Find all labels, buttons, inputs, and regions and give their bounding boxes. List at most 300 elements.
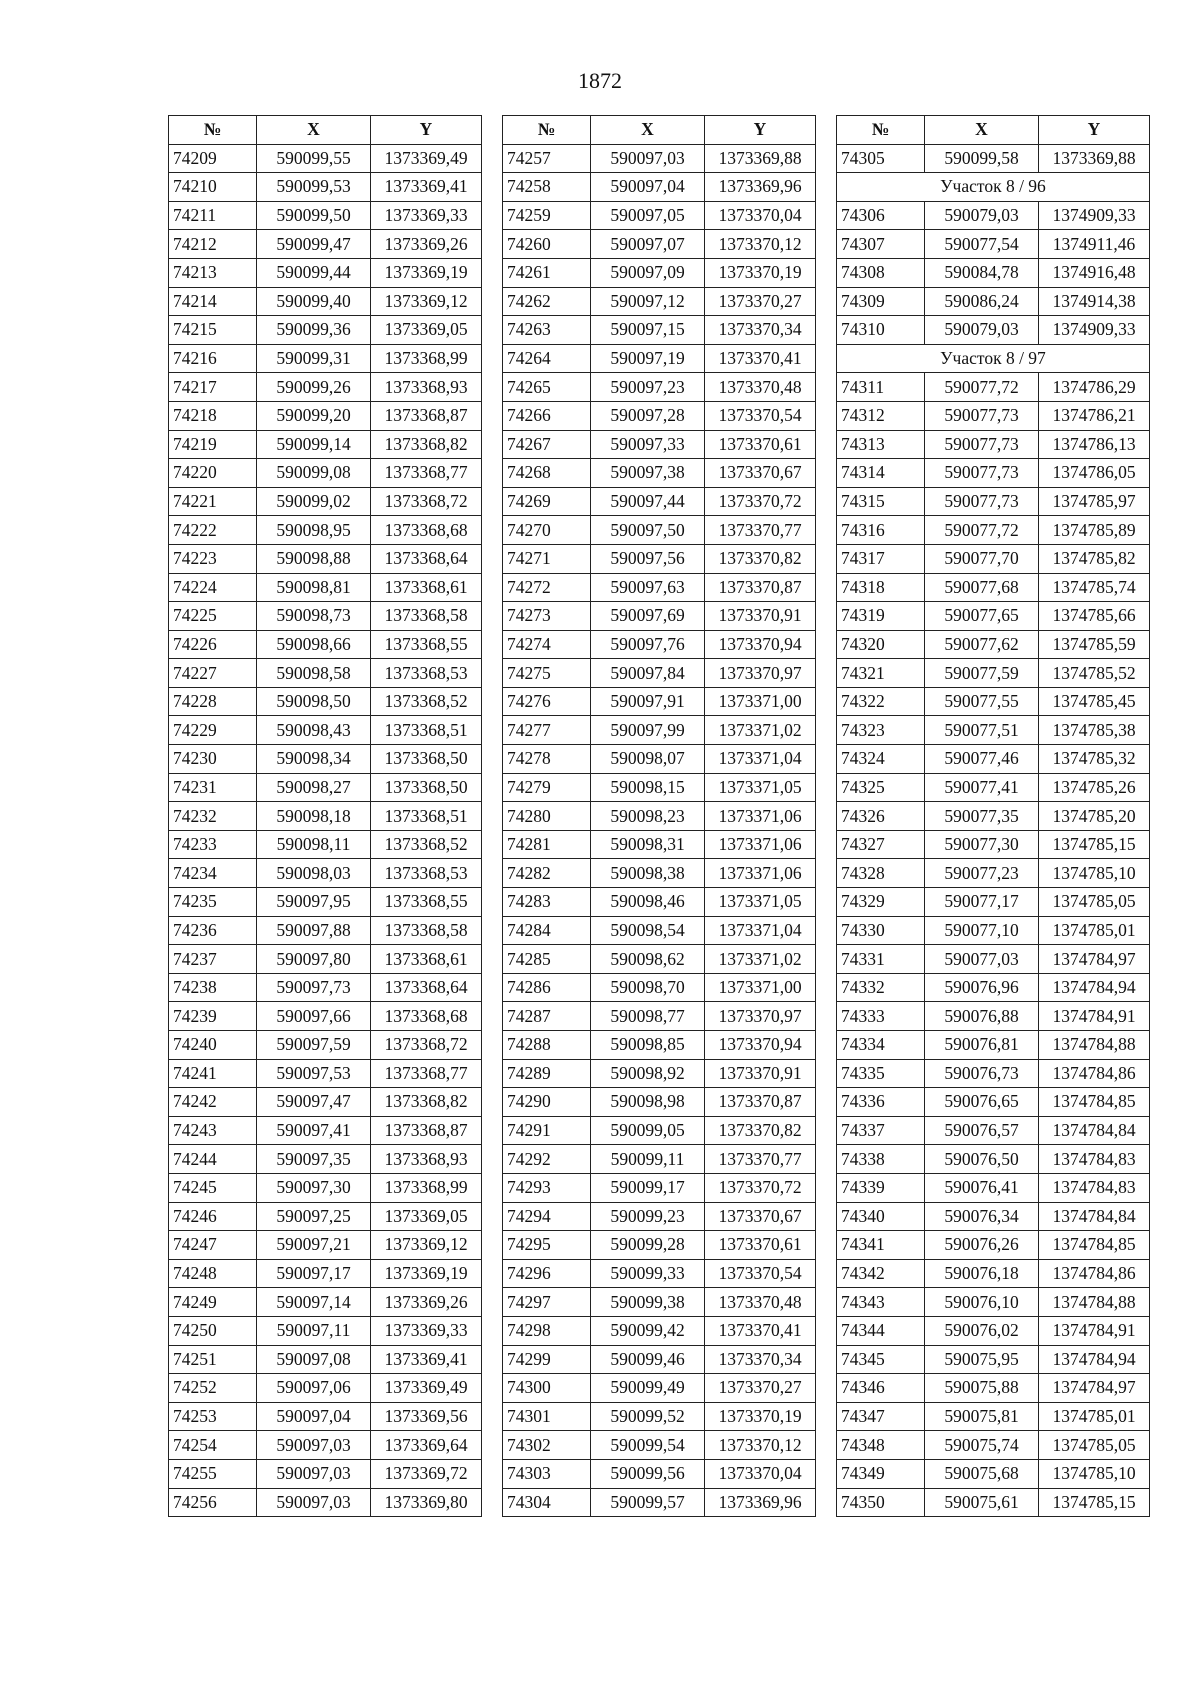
- x-coordinate: 590099,20: [257, 401, 371, 430]
- table-row: [837, 1402, 1150, 1431]
- x-coordinate: 590098,34: [257, 745, 371, 774]
- y-coordinate: 1373370,12: [705, 1431, 816, 1460]
- table-row: [169, 1231, 482, 1260]
- y-coordinate: 1373370,91: [705, 602, 816, 631]
- x-coordinate: 590099,42: [591, 1316, 705, 1345]
- point-number: 74282: [503, 859, 591, 888]
- x-coordinate: 590097,69: [591, 602, 705, 631]
- point-number: 74321: [837, 659, 925, 688]
- header-number: №: [503, 116, 591, 145]
- table-row: [503, 516, 816, 545]
- x-coordinate: 590077,73: [925, 430, 1039, 459]
- point-number: 74257: [503, 144, 591, 173]
- x-coordinate: 590098,07: [591, 745, 705, 774]
- point-number: 74217: [169, 373, 257, 402]
- point-number: 74294: [503, 1202, 591, 1231]
- x-coordinate: 590098,95: [257, 516, 371, 545]
- point-number: 74248: [169, 1259, 257, 1288]
- x-coordinate: 590076,96: [925, 973, 1039, 1002]
- point-number: 74216: [169, 344, 257, 373]
- point-number: 74286: [503, 973, 591, 1002]
- y-coordinate: 1373368,58: [371, 916, 482, 945]
- table-row: [837, 859, 1150, 888]
- x-coordinate: 590077,41: [925, 773, 1039, 802]
- x-coordinate: 590099,49: [591, 1374, 705, 1403]
- point-number: 74232: [169, 802, 257, 831]
- point-number: 74270: [503, 516, 591, 545]
- table-row: [169, 1088, 482, 1117]
- y-coordinate: 1374786,13: [1039, 430, 1150, 459]
- table-row: [169, 1345, 482, 1374]
- y-coordinate: 1373370,91: [705, 1059, 816, 1088]
- point-number: 74242: [169, 1088, 257, 1117]
- table-row: [837, 258, 1150, 287]
- y-coordinate: 1373369,05: [371, 316, 482, 345]
- y-coordinate: 1373369,05: [371, 1202, 482, 1231]
- x-coordinate: 590079,03: [925, 201, 1039, 230]
- y-coordinate: 1373370,34: [705, 1345, 816, 1374]
- point-number: 74348: [837, 1431, 925, 1460]
- point-number: 74240: [169, 1031, 257, 1060]
- y-coordinate: 1374785,20: [1039, 802, 1150, 831]
- point-number: 74296: [503, 1259, 591, 1288]
- x-coordinate: 590077,73: [925, 459, 1039, 488]
- y-coordinate: 1373369,19: [371, 1259, 482, 1288]
- x-coordinate: 590097,66: [257, 1002, 371, 1031]
- point-number: 74304: [503, 1488, 591, 1517]
- y-coordinate: 1374784,88: [1039, 1031, 1150, 1060]
- point-number: 74231: [169, 773, 257, 802]
- y-coordinate: 1373368,77: [371, 1059, 482, 1088]
- x-coordinate: 590099,31: [257, 344, 371, 373]
- table-row: [503, 401, 816, 430]
- x-coordinate: 590098,66: [257, 630, 371, 659]
- x-coordinate: 590099,54: [591, 1431, 705, 1460]
- table-row: [169, 630, 482, 659]
- section-row: [837, 344, 1150, 373]
- y-coordinate: 1373370,34: [705, 316, 816, 345]
- x-coordinate: 590097,35: [257, 1145, 371, 1174]
- x-coordinate: 590076,18: [925, 1259, 1039, 1288]
- x-coordinate: 590084,78: [925, 258, 1039, 287]
- point-number: 74343: [837, 1288, 925, 1317]
- header-row: [169, 116, 482, 145]
- point-number: 74311: [837, 373, 925, 402]
- table-row: [837, 573, 1150, 602]
- section-label: Участок 8 / 97: [837, 344, 1150, 373]
- x-coordinate: 590099,55: [257, 144, 371, 173]
- table-row: [169, 1488, 482, 1517]
- y-coordinate: 1373369,12: [371, 287, 482, 316]
- y-coordinate: 1373368,53: [371, 659, 482, 688]
- point-number: 74213: [169, 258, 257, 287]
- x-coordinate: 590097,95: [257, 888, 371, 917]
- table-row: [837, 1288, 1150, 1317]
- x-coordinate: 590075,81: [925, 1402, 1039, 1431]
- x-coordinate: 590097,38: [591, 459, 705, 488]
- y-coordinate: 1373368,93: [371, 373, 482, 402]
- table-row: [169, 487, 482, 516]
- x-coordinate: 590077,10: [925, 916, 1039, 945]
- x-coordinate: 590097,03: [257, 1459, 371, 1488]
- x-coordinate: 590076,73: [925, 1059, 1039, 1088]
- point-number: 74250: [169, 1316, 257, 1345]
- x-coordinate: 590099,08: [257, 459, 371, 488]
- point-number: 74322: [837, 687, 925, 716]
- table-row: [169, 973, 482, 1002]
- table-row: [169, 1002, 482, 1031]
- point-number: 74345: [837, 1345, 925, 1374]
- point-number: 74338: [837, 1145, 925, 1174]
- table-row: [503, 1374, 816, 1403]
- table-row: [169, 1145, 482, 1174]
- x-coordinate: 590098,15: [591, 773, 705, 802]
- point-number: 74283: [503, 888, 591, 917]
- point-number: 74300: [503, 1374, 591, 1403]
- y-coordinate: 1373368,87: [371, 401, 482, 430]
- table-row: [503, 344, 816, 373]
- point-number: 74349: [837, 1459, 925, 1488]
- y-coordinate: 1373370,72: [705, 1173, 816, 1202]
- y-coordinate: 1373369,33: [371, 1316, 482, 1345]
- table-row: [503, 1145, 816, 1174]
- point-number: 74211: [169, 201, 257, 230]
- point-number: 74292: [503, 1145, 591, 1174]
- table-row: [503, 373, 816, 402]
- y-coordinate: 1373370,19: [705, 1402, 816, 1431]
- y-coordinate: 1373369,56: [371, 1402, 482, 1431]
- x-coordinate: 590077,54: [925, 230, 1039, 259]
- x-coordinate: 590098,54: [591, 916, 705, 945]
- x-coordinate: 590097,14: [257, 1288, 371, 1317]
- x-coordinate: 590097,04: [591, 173, 705, 202]
- x-coordinate: 590097,76: [591, 630, 705, 659]
- table-row: [837, 1059, 1150, 1088]
- x-coordinate: 590099,56: [591, 1459, 705, 1488]
- y-coordinate: 1373368,55: [371, 888, 482, 917]
- y-coordinate: 1374785,15: [1039, 830, 1150, 859]
- point-number: 74267: [503, 430, 591, 459]
- x-coordinate: 590077,03: [925, 945, 1039, 974]
- y-coordinate: 1374785,32: [1039, 745, 1150, 774]
- table-row: [503, 230, 816, 259]
- y-coordinate: 1373370,41: [705, 1316, 816, 1345]
- point-number: 74251: [169, 1345, 257, 1374]
- x-coordinate: 590098,43: [257, 716, 371, 745]
- y-coordinate: 1373368,77: [371, 459, 482, 488]
- y-coordinate: 1373371,04: [705, 745, 816, 774]
- table-row: [169, 802, 482, 831]
- table-row: [503, 916, 816, 945]
- y-coordinate: 1373369,19: [371, 258, 482, 287]
- table-row: [837, 201, 1150, 230]
- point-number: 74279: [503, 773, 591, 802]
- point-number: 74261: [503, 258, 591, 287]
- point-number: 74336: [837, 1088, 925, 1117]
- y-coordinate: 1374909,33: [1039, 201, 1150, 230]
- y-coordinate: 1373371,06: [705, 859, 816, 888]
- table-row: [837, 1202, 1150, 1231]
- y-coordinate: 1373368,50: [371, 745, 482, 774]
- y-coordinate: 1373368,82: [371, 1088, 482, 1117]
- x-coordinate: 590098,98: [591, 1088, 705, 1117]
- table-row: [503, 602, 816, 631]
- point-number: 74214: [169, 287, 257, 316]
- x-coordinate: 590076,65: [925, 1088, 1039, 1117]
- x-coordinate: 590076,88: [925, 1002, 1039, 1031]
- x-coordinate: 590076,02: [925, 1316, 1039, 1345]
- point-number: 74272: [503, 573, 591, 602]
- point-number: 74235: [169, 888, 257, 917]
- coordinates-table-3: [836, 115, 1150, 1517]
- y-coordinate: 1373369,64: [371, 1431, 482, 1460]
- table-row: [837, 1345, 1150, 1374]
- point-number: 74209: [169, 144, 257, 173]
- y-coordinate: 1374785,05: [1039, 1431, 1150, 1460]
- y-coordinate: 1373368,68: [371, 1002, 482, 1031]
- table-row: [837, 973, 1150, 1002]
- y-coordinate: 1373369,26: [371, 1288, 482, 1317]
- table-row: [503, 888, 816, 917]
- x-coordinate: 590097,44: [591, 487, 705, 516]
- x-coordinate: 590077,35: [925, 802, 1039, 831]
- x-coordinate: 590098,23: [591, 802, 705, 831]
- y-coordinate: 1374785,89: [1039, 516, 1150, 545]
- table-row: [503, 316, 816, 345]
- x-coordinate: 590097,63: [591, 573, 705, 602]
- x-coordinate: 590076,41: [925, 1173, 1039, 1202]
- y-coordinate: 1373370,54: [705, 401, 816, 430]
- point-number: 74245: [169, 1173, 257, 1202]
- x-coordinate: 590097,15: [591, 316, 705, 345]
- table-row: [169, 1288, 482, 1317]
- x-coordinate: 590097,99: [591, 716, 705, 745]
- x-coordinate: 590097,41: [257, 1116, 371, 1145]
- point-number: 74308: [837, 258, 925, 287]
- table-row: [503, 1116, 816, 1145]
- point-number: 74346: [837, 1374, 925, 1403]
- x-coordinate: 590098,11: [257, 830, 371, 859]
- y-coordinate: 1373371,02: [705, 945, 816, 974]
- table-row: [837, 659, 1150, 688]
- point-number: 74264: [503, 344, 591, 373]
- table-row: [837, 1488, 1150, 1517]
- y-coordinate: 1374784,85: [1039, 1088, 1150, 1117]
- table-row: [503, 173, 816, 202]
- point-number: 74301: [503, 1402, 591, 1431]
- y-coordinate: 1373370,04: [705, 1459, 816, 1488]
- table-row: [503, 830, 816, 859]
- y-coordinate: 1373370,94: [705, 1031, 816, 1060]
- y-coordinate: 1373369,41: [371, 1345, 482, 1374]
- y-coordinate: 1374785,01: [1039, 916, 1150, 945]
- y-coordinate: 1373368,55: [371, 630, 482, 659]
- point-number: 74275: [503, 659, 591, 688]
- point-number: 74315: [837, 487, 925, 516]
- y-coordinate: 1373368,51: [371, 716, 482, 745]
- y-coordinate: 1374911,46: [1039, 230, 1150, 259]
- table-row: [169, 945, 482, 974]
- point-number: 74324: [837, 745, 925, 774]
- point-number: 74335: [837, 1059, 925, 1088]
- point-number: 74280: [503, 802, 591, 831]
- x-coordinate: 590075,95: [925, 1345, 1039, 1374]
- point-number: 74319: [837, 602, 925, 631]
- table-row: [503, 487, 816, 516]
- y-coordinate: 1373370,97: [705, 659, 816, 688]
- x-coordinate: 590097,03: [257, 1431, 371, 1460]
- x-coordinate: 590075,68: [925, 1459, 1039, 1488]
- point-number: 74228: [169, 687, 257, 716]
- table-row: [837, 430, 1150, 459]
- x-coordinate: 590097,88: [257, 916, 371, 945]
- point-number: 74287: [503, 1002, 591, 1031]
- point-number: 74260: [503, 230, 591, 259]
- y-coordinate: 1373370,04: [705, 201, 816, 230]
- y-coordinate: 1373370,61: [705, 1231, 816, 1260]
- table-row: [169, 1059, 482, 1088]
- x-coordinate: 590075,61: [925, 1488, 1039, 1517]
- x-coordinate: 590099,53: [257, 173, 371, 202]
- point-number: 74334: [837, 1031, 925, 1060]
- table-row: [169, 1459, 482, 1488]
- table-row: [837, 602, 1150, 631]
- point-number: 74268: [503, 459, 591, 488]
- y-coordinate: 1373369,88: [1039, 144, 1150, 173]
- y-coordinate: 1373368,72: [371, 487, 482, 516]
- y-coordinate: 1374785,10: [1039, 1459, 1150, 1488]
- point-number: 74306: [837, 201, 925, 230]
- x-coordinate: 590099,46: [591, 1345, 705, 1374]
- x-coordinate: 590098,73: [257, 602, 371, 631]
- point-number: 74262: [503, 287, 591, 316]
- x-coordinate: 590099,11: [591, 1145, 705, 1174]
- x-coordinate: 590097,47: [257, 1088, 371, 1117]
- x-coordinate: 590097,17: [257, 1259, 371, 1288]
- point-number: 74313: [837, 430, 925, 459]
- table-row: [837, 945, 1150, 974]
- point-number: 74302: [503, 1431, 591, 1460]
- coordinates-table-1: [168, 115, 482, 1517]
- x-coordinate: 590097,07: [591, 230, 705, 259]
- x-coordinate: 590097,06: [257, 1374, 371, 1403]
- point-number: 74230: [169, 745, 257, 774]
- point-number: 74290: [503, 1088, 591, 1117]
- point-number: 74252: [169, 1374, 257, 1403]
- y-coordinate: 1373370,27: [705, 1374, 816, 1403]
- table-row: [169, 1202, 482, 1231]
- header-y: Y: [705, 116, 816, 145]
- y-coordinate: 1373368,58: [371, 602, 482, 631]
- x-coordinate: 590099,28: [591, 1231, 705, 1260]
- table-row: [503, 745, 816, 774]
- point-number: 74323: [837, 716, 925, 745]
- y-coordinate: 1373370,19: [705, 258, 816, 287]
- x-coordinate: 590077,30: [925, 830, 1039, 859]
- y-coordinate: 1374785,26: [1039, 773, 1150, 802]
- y-coordinate: 1373371,04: [705, 916, 816, 945]
- table-row: [169, 745, 482, 774]
- x-coordinate: 590099,36: [257, 316, 371, 345]
- table-row: [169, 573, 482, 602]
- y-coordinate: 1373369,49: [371, 144, 482, 173]
- y-coordinate: 1374786,21: [1039, 401, 1150, 430]
- table-row: [169, 544, 482, 573]
- table-row: [503, 258, 816, 287]
- table-row: [503, 859, 816, 888]
- point-number: 74320: [837, 630, 925, 659]
- table-row: [503, 1031, 816, 1060]
- table-row: [169, 1374, 482, 1403]
- coordinates-table-2: [502, 115, 816, 1517]
- y-coordinate: 1373370,67: [705, 1202, 816, 1231]
- x-coordinate: 590097,28: [591, 401, 705, 430]
- x-coordinate: 590098,81: [257, 573, 371, 602]
- x-coordinate: 590099,14: [257, 430, 371, 459]
- point-number: 74227: [169, 659, 257, 688]
- table-row: [503, 1459, 816, 1488]
- y-coordinate: 1373369,49: [371, 1374, 482, 1403]
- x-coordinate: 590099,50: [257, 201, 371, 230]
- y-coordinate: 1373370,48: [705, 1288, 816, 1317]
- table-row: [503, 1316, 816, 1345]
- x-coordinate: 590098,18: [257, 802, 371, 831]
- table-row: [837, 1145, 1150, 1174]
- x-coordinate: 590099,47: [257, 230, 371, 259]
- header-y: Y: [371, 116, 482, 145]
- point-number: 74237: [169, 945, 257, 974]
- y-coordinate: 1374785,10: [1039, 859, 1150, 888]
- point-number: 74328: [837, 859, 925, 888]
- point-number: 74226: [169, 630, 257, 659]
- x-coordinate: 590098,03: [257, 859, 371, 888]
- table-row: [503, 1345, 816, 1374]
- table-row: [503, 201, 816, 230]
- point-number: 74221: [169, 487, 257, 516]
- point-number: 74212: [169, 230, 257, 259]
- table-row: [169, 1431, 482, 1460]
- y-coordinate: 1373370,54: [705, 1259, 816, 1288]
- y-coordinate: 1373368,99: [371, 1173, 482, 1202]
- x-coordinate: 590097,91: [591, 687, 705, 716]
- x-coordinate: 590099,57: [591, 1488, 705, 1517]
- point-number: 74218: [169, 401, 257, 430]
- point-number: 74337: [837, 1116, 925, 1145]
- header-row: [837, 116, 1150, 145]
- y-coordinate: 1373368,64: [371, 544, 482, 573]
- point-number: 74341: [837, 1231, 925, 1260]
- coordinate-tables: [168, 115, 1150, 1517]
- point-number: 74317: [837, 544, 925, 573]
- table-row: [169, 773, 482, 802]
- x-coordinate: 590077,72: [925, 516, 1039, 545]
- table-row: [169, 1031, 482, 1060]
- section-label: Участок 8 / 96: [837, 173, 1150, 202]
- point-number: 74269: [503, 487, 591, 516]
- x-coordinate: 590097,04: [257, 1402, 371, 1431]
- table-row: [503, 630, 816, 659]
- x-coordinate: 590086,24: [925, 287, 1039, 316]
- header-number: №: [837, 116, 925, 145]
- y-coordinate: 1374785,45: [1039, 687, 1150, 716]
- y-coordinate: 1373370,48: [705, 373, 816, 402]
- y-coordinate: 1373370,77: [705, 516, 816, 545]
- table-row: [169, 659, 482, 688]
- point-number: 74234: [169, 859, 257, 888]
- point-number: 74316: [837, 516, 925, 545]
- point-number: 74318: [837, 573, 925, 602]
- point-number: 74332: [837, 973, 925, 1002]
